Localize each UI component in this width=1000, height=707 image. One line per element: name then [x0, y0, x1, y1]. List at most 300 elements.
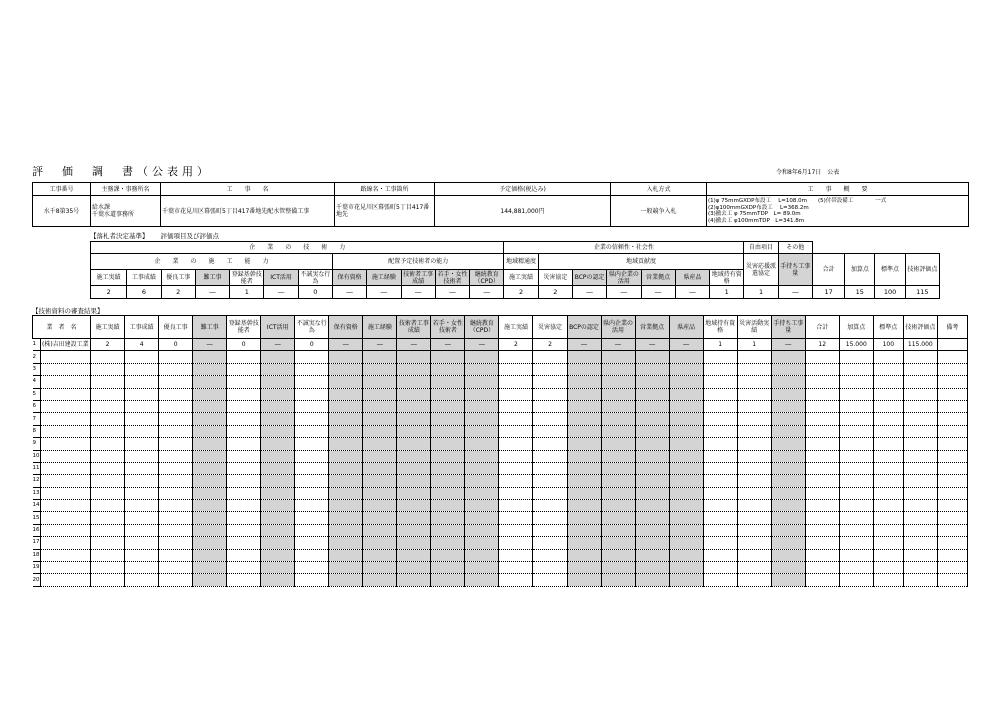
cell-cpd	[465, 400, 499, 412]
cell-qualification	[329, 574, 363, 586]
criteria-value-total: 17	[812, 286, 844, 299]
col-young-female: 若手・女性技術者	[435, 270, 469, 286]
cell-ict	[261, 351, 295, 363]
cell-ict	[261, 562, 295, 574]
col-standard: 標準点	[875, 254, 905, 286]
cell-difficult-work	[193, 413, 227, 425]
cell-tech-score	[903, 487, 937, 499]
cell-local-company	[601, 425, 635, 437]
row-number: 17	[33, 537, 41, 549]
criteria-value-young-female: ―	[435, 286, 469, 299]
cell-experience	[363, 425, 397, 437]
cell-local-product	[669, 462, 703, 474]
company-name	[41, 500, 91, 512]
cell-dishonest	[295, 363, 329, 375]
cell-bonus	[839, 524, 873, 536]
cell-qualification	[329, 450, 363, 462]
cell-sales-office	[635, 500, 669, 512]
cell-qualification	[329, 376, 363, 388]
cell-local-company	[601, 524, 635, 536]
col-difficult-work: 難工事	[195, 270, 229, 286]
results-col-regional-qualification: 地域持有資格	[703, 316, 737, 339]
cell-tech-score	[903, 524, 937, 536]
row-number: 7	[33, 413, 41, 425]
cell-excellent-work	[159, 425, 193, 437]
cell-qualification	[329, 388, 363, 400]
cell-experience	[363, 388, 397, 400]
cell-workload	[771, 450, 805, 462]
cell-total	[805, 450, 839, 462]
cell-engineer-grade	[397, 376, 431, 388]
cell-workload	[771, 413, 805, 425]
col-regional-record: 施工実績	[504, 270, 538, 286]
cell-bcp	[567, 487, 601, 499]
col-regional-qualification: 地域持有資格	[710, 270, 744, 286]
cell-work-grade	[125, 549, 159, 561]
cell-tech-score	[903, 537, 937, 549]
cell-tech-score	[903, 363, 937, 375]
company-name	[41, 450, 91, 462]
cell-total	[805, 462, 839, 474]
cell-sales-office: ―	[635, 339, 669, 351]
cell-total	[805, 524, 839, 536]
company-name	[41, 425, 91, 437]
cell-bcp	[567, 400, 601, 412]
cell-ict	[261, 450, 295, 462]
cell-disaster-agreement	[533, 438, 567, 450]
cell-local-product: ―	[669, 339, 703, 351]
cell-ict	[261, 363, 295, 375]
cell-regional-record	[499, 400, 533, 412]
company-header: 業 者 名	[33, 316, 91, 339]
col-sales-office: 営業拠点	[641, 270, 675, 286]
cell-disaster-support	[737, 487, 771, 499]
cell-total	[805, 413, 839, 425]
cell-workload	[771, 351, 805, 363]
cell-disaster-support	[737, 462, 771, 474]
cell-local-company	[601, 537, 635, 549]
cell-local-product	[669, 413, 703, 425]
company-name	[41, 562, 91, 574]
cell-work-grade	[125, 462, 159, 474]
row-number: 16	[33, 524, 41, 536]
cell-registered-tech	[227, 400, 261, 412]
cell-sales-office	[635, 524, 669, 536]
cell-local-product	[669, 363, 703, 375]
work-no-value: 水千8第35号	[33, 196, 91, 227]
cell-disaster-support	[737, 549, 771, 561]
dept-value: 給水課 千葉水道事務所	[91, 196, 161, 227]
cell-remarks	[937, 512, 967, 524]
cell-young-female	[431, 363, 465, 375]
criteria-value-regional-record: 2	[504, 286, 538, 299]
cell-ict: ―	[261, 339, 295, 351]
cell-tech-score	[903, 500, 937, 512]
criteria-value-experience: ―	[367, 286, 401, 299]
cell-registered-tech	[227, 574, 261, 586]
cell-disaster-support	[737, 537, 771, 549]
table-row	[33, 462, 968, 474]
cell-regional-qualification	[703, 512, 737, 524]
group-free: 自由項目	[744, 242, 778, 254]
cell-dishonest	[295, 524, 329, 536]
cell-regional-qualification	[703, 425, 737, 437]
cell-young-female	[431, 487, 465, 499]
cell-difficult-work	[193, 524, 227, 536]
row-number: 5	[33, 388, 41, 400]
cell-regional-record	[499, 438, 533, 450]
cell-young-female	[431, 450, 465, 462]
cell-regional-qualification	[703, 351, 737, 363]
cell-construction-record	[91, 524, 125, 536]
cell-remarks	[937, 400, 967, 412]
cell-engineer-grade	[397, 487, 431, 499]
cell-total	[805, 500, 839, 512]
cell-experience	[363, 500, 397, 512]
cell-work-grade	[125, 400, 159, 412]
cell-local-company	[601, 462, 635, 474]
cell-young-female: ―	[431, 339, 465, 351]
group-contribution: 地域貢献度	[538, 254, 744, 270]
cell-young-female	[431, 549, 465, 561]
table-row	[33, 562, 968, 574]
table-row	[33, 475, 968, 487]
cell-construction-record	[91, 549, 125, 561]
cell-dishonest	[295, 574, 329, 586]
cell-young-female	[431, 438, 465, 450]
results-col-bcp: BCPの認定	[567, 316, 601, 339]
cell-difficult-work	[193, 500, 227, 512]
cell-bonus	[839, 512, 873, 524]
cell-disaster-support	[737, 400, 771, 412]
cell-work-grade	[125, 524, 159, 536]
cell-registered-tech	[227, 351, 261, 363]
col-cpd: 継続教育（CPD）	[470, 270, 504, 286]
cell-local-product	[669, 500, 703, 512]
cell-dishonest	[295, 425, 329, 437]
cell-young-female	[431, 537, 465, 549]
cell-local-company	[601, 574, 635, 586]
cell-disaster-support	[737, 388, 771, 400]
criteria-value-disaster-agreement: 2	[538, 286, 572, 299]
cell-engineer-grade	[397, 388, 431, 400]
cell-regional-qualification	[703, 413, 737, 425]
cell-construction-record	[91, 413, 125, 425]
cell-work-grade: 4	[125, 339, 159, 351]
cell-regional-qualification	[703, 475, 737, 487]
cell-regional-qualification	[703, 388, 737, 400]
row-number: 12	[33, 475, 41, 487]
cell-total	[805, 574, 839, 586]
cell-construction-record	[91, 487, 125, 499]
cell-ict	[261, 462, 295, 474]
criteria-table	[90, 241, 940, 299]
cell-local-company	[601, 363, 635, 375]
row-number: 20	[33, 574, 41, 586]
col-bonus: 加算点	[845, 254, 875, 286]
cell-excellent-work	[159, 400, 193, 412]
table-row	[33, 425, 968, 437]
col-construction-record: 施工実績	[91, 270, 127, 286]
row-number: 6	[33, 400, 41, 412]
col-ict: ICT活用	[264, 270, 298, 286]
cell-young-female	[431, 425, 465, 437]
cell-difficult-work: ―	[193, 339, 227, 351]
cell-total	[805, 512, 839, 524]
table-row	[33, 363, 968, 375]
cell-disaster-agreement	[533, 537, 567, 549]
company-name	[41, 400, 91, 412]
cell-bonus	[839, 400, 873, 412]
cell-work-grade	[125, 351, 159, 363]
cell-bonus	[839, 500, 873, 512]
cell-difficult-work	[193, 400, 227, 412]
row-number: 2	[33, 351, 41, 363]
cell-ict	[261, 413, 295, 425]
cell-bonus	[839, 425, 873, 437]
method-header: 入札方式	[611, 183, 707, 196]
cell-experience: ―	[363, 339, 397, 351]
cell-experience	[363, 438, 397, 450]
cell-standard	[873, 562, 903, 574]
cell-disaster-agreement	[533, 524, 567, 536]
cell-workload	[771, 524, 805, 536]
cell-ict	[261, 475, 295, 487]
table-row	[33, 512, 968, 524]
cell-construction-record	[91, 388, 125, 400]
cell-total	[805, 388, 839, 400]
cell-ict	[261, 512, 295, 524]
cell-bcp	[567, 425, 601, 437]
results-col-local-company: 県内企業の活用	[601, 316, 635, 339]
cell-difficult-work	[193, 425, 227, 437]
cell-disaster-agreement	[533, 388, 567, 400]
criteria-subtitle: 評価項目及び評価点	[160, 232, 219, 240]
cell-cpd	[465, 462, 499, 474]
cell-construction-record	[91, 351, 125, 363]
table-row	[33, 388, 968, 400]
cell-tech-score	[903, 549, 937, 561]
cell-remarks	[937, 413, 967, 425]
cell-engineer-grade	[397, 574, 431, 586]
row-number: 11	[33, 462, 41, 474]
col-disaster-agreement: 災害協定	[538, 270, 572, 286]
cell-sales-office	[635, 376, 669, 388]
cell-difficult-work	[193, 574, 227, 586]
cell-standard	[873, 376, 903, 388]
cell-work-grade	[125, 574, 159, 586]
cell-tech-score	[903, 425, 937, 437]
cell-dishonest	[295, 549, 329, 561]
cell-disaster-agreement	[533, 351, 567, 363]
company-name	[41, 351, 91, 363]
cell-registered-tech	[227, 462, 261, 474]
group-construction: 企 業 の 施 工 能 力	[91, 254, 333, 270]
cell-cpd	[465, 537, 499, 549]
cell-work-grade	[125, 537, 159, 549]
criteria-value-bcp: ―	[572, 286, 606, 299]
cell-regional-qualification	[703, 376, 737, 388]
cell-qualification: ―	[329, 339, 363, 351]
company-name	[41, 512, 91, 524]
results-col-standard: 標準点	[873, 316, 903, 339]
cell-engineer-grade	[397, 450, 431, 462]
company-name	[41, 388, 91, 400]
cell-local-product	[669, 512, 703, 524]
cell-local-product	[669, 400, 703, 412]
cell-excellent-work	[159, 562, 193, 574]
cell-bonus	[839, 574, 873, 586]
summary-header: 工 事 概 要	[707, 183, 969, 196]
cell-sales-office	[635, 562, 669, 574]
cell-cpd	[465, 512, 499, 524]
cell-local-company	[601, 450, 635, 462]
cell-construction-record: 2	[91, 339, 125, 351]
cell-total	[805, 351, 839, 363]
cell-construction-record	[91, 574, 125, 586]
cell-cpd: ―	[465, 339, 499, 351]
cell-cpd	[465, 388, 499, 400]
cell-local-company	[601, 376, 635, 388]
cell-difficult-work	[193, 475, 227, 487]
cell-bonus	[839, 388, 873, 400]
cell-difficult-work	[193, 512, 227, 524]
blank-corner	[812, 242, 939, 254]
cell-remarks	[937, 462, 967, 474]
cell-local-product	[669, 549, 703, 561]
cell-qualification	[329, 562, 363, 574]
cell-cpd	[465, 351, 499, 363]
group-tech: 企 業 の 技 術 力	[91, 242, 504, 254]
row-number: 10	[33, 450, 41, 462]
cell-regional-record	[499, 475, 533, 487]
cell-ict	[261, 549, 295, 561]
cell-experience	[363, 524, 397, 536]
criteria-value-dishonest: 0	[298, 286, 332, 299]
cell-registered-tech	[227, 475, 261, 487]
cell-remarks	[937, 537, 967, 549]
cell-workload	[771, 363, 805, 375]
cell-disaster-agreement	[533, 475, 567, 487]
cell-bcp	[567, 438, 601, 450]
cell-dishonest	[295, 438, 329, 450]
cell-regional-record	[499, 537, 533, 549]
cell-dishonest	[295, 512, 329, 524]
cell-dishonest	[295, 462, 329, 474]
cell-registered-tech	[227, 376, 261, 388]
group-engineer: 配置予定技術者の能力	[332, 254, 503, 270]
cell-regional-record	[499, 512, 533, 524]
cell-tech-score: 115.000	[903, 339, 937, 351]
cell-qualification	[329, 524, 363, 536]
cell-local-company	[601, 475, 635, 487]
cell-engineer-grade	[397, 562, 431, 574]
cell-standard	[873, 413, 903, 425]
cell-cpd	[465, 425, 499, 437]
cell-construction-record	[91, 562, 125, 574]
cell-qualification	[329, 487, 363, 499]
cell-bonus	[839, 487, 873, 499]
criteria-title: 【落札者決定基準】	[90, 232, 149, 240]
cell-tech-score	[903, 562, 937, 574]
table-row	[33, 537, 968, 549]
cell-qualification	[329, 512, 363, 524]
cell-local-product	[669, 562, 703, 574]
cell-bcp	[567, 475, 601, 487]
col-workload: 手持ち工事量	[778, 254, 812, 286]
cell-remarks	[937, 487, 967, 499]
cell-experience	[363, 376, 397, 388]
col-registered-tech: 登録基幹技能者	[230, 270, 264, 286]
cell-local-product	[669, 475, 703, 487]
cell-construction-record	[91, 500, 125, 512]
cell-sales-office	[635, 351, 669, 363]
cell-experience	[363, 574, 397, 586]
summary-line: (4)撤去工 φ100mmTDP L=341.8m	[708, 217, 805, 224]
summary-line: (1)φ 75mmGXDP布設工 L=108.0m (5)付帯設備工 一式	[708, 198, 887, 204]
cell-regional-record	[499, 376, 533, 388]
cell-regional-qualification	[703, 562, 737, 574]
cell-disaster-agreement	[533, 500, 567, 512]
col-total: 合計	[812, 254, 844, 286]
cell-bcp	[567, 376, 601, 388]
col-disaster-dispatch: 災害応援派遣協定	[744, 254, 778, 286]
cell-dishonest	[295, 388, 329, 400]
method-value: 一般競争入札	[611, 196, 707, 227]
cell-excellent-work	[159, 524, 193, 536]
results-body	[33, 339, 968, 587]
company-name	[41, 462, 91, 474]
cell-construction-record	[91, 438, 125, 450]
cell-engineer-grade	[397, 425, 431, 437]
cell-registered-tech	[227, 388, 261, 400]
col-local-company: 県内企業の活用	[607, 270, 641, 286]
cell-disaster-support	[737, 562, 771, 574]
cell-regional-record	[499, 388, 533, 400]
cell-difficult-work	[193, 351, 227, 363]
cell-standard	[873, 450, 903, 462]
table-row	[33, 339, 968, 351]
cell-cpd	[465, 413, 499, 425]
cell-excellent-work: 0	[159, 339, 193, 351]
cell-disaster-support	[737, 475, 771, 487]
cell-local-product	[669, 537, 703, 549]
cell-registered-tech	[227, 562, 261, 574]
cell-tech-score	[903, 413, 937, 425]
col-qualification: 保有資格	[332, 270, 366, 286]
cell-young-female	[431, 376, 465, 388]
cell-excellent-work	[159, 363, 193, 375]
cell-registered-tech	[227, 537, 261, 549]
cell-standard	[873, 462, 903, 474]
results-col-ict: ICT活用	[261, 316, 295, 339]
cell-regional-qualification	[703, 574, 737, 586]
cell-excellent-work	[159, 549, 193, 561]
cell-experience	[363, 462, 397, 474]
cell-cpd	[465, 562, 499, 574]
cell-registered-tech	[227, 363, 261, 375]
cell-qualification	[329, 363, 363, 375]
cell-tech-score	[903, 438, 937, 450]
cell-experience	[363, 400, 397, 412]
cell-cpd	[465, 438, 499, 450]
cell-cpd	[465, 500, 499, 512]
cell-registered-tech	[227, 500, 261, 512]
cell-difficult-work	[193, 562, 227, 574]
cell-dishonest: 0	[295, 339, 329, 351]
cell-young-female	[431, 475, 465, 487]
cell-young-female	[431, 413, 465, 425]
